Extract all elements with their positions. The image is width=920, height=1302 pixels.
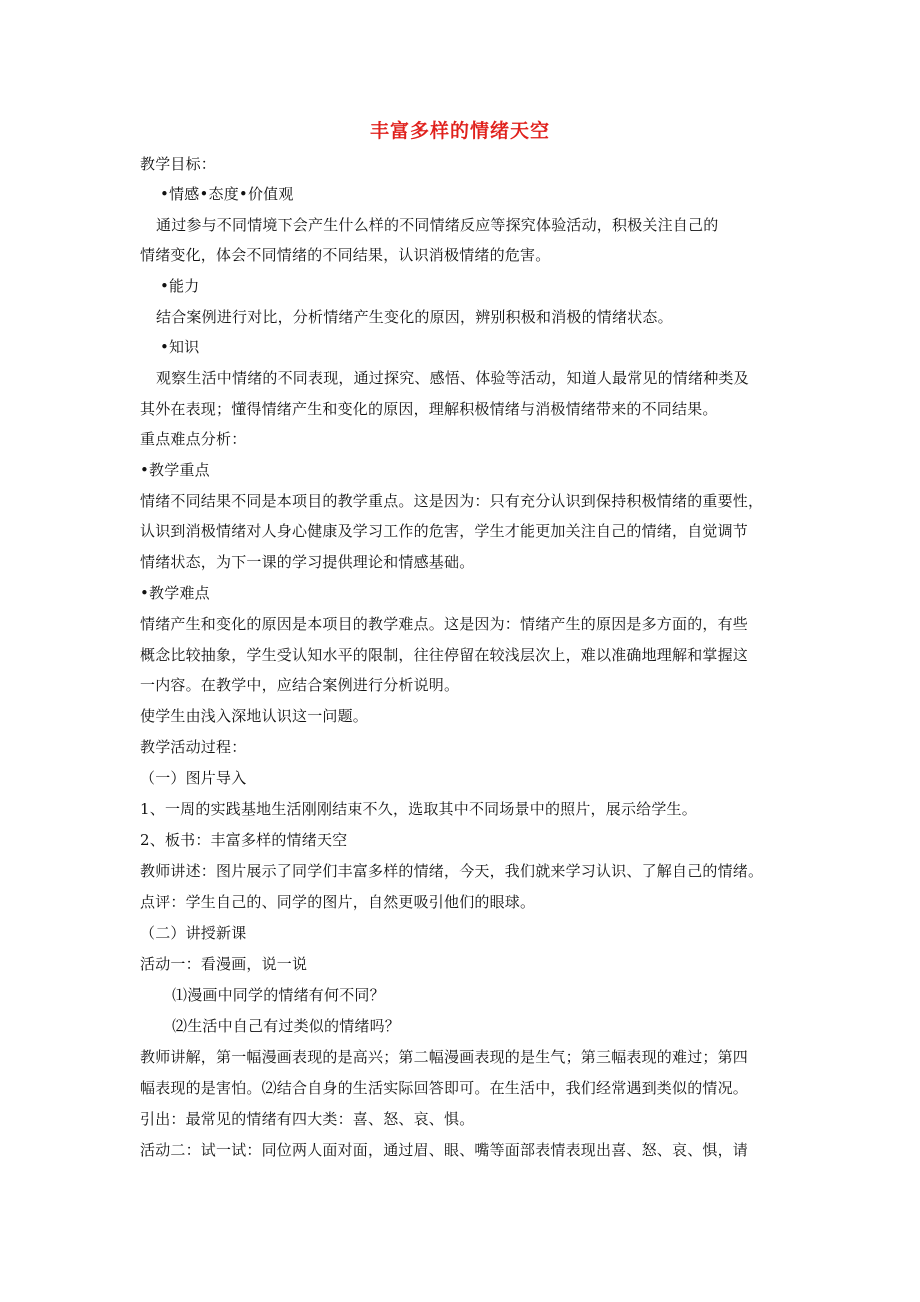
text-line: 活动二：试一试：同位两人面对面，通过眉、眼、嘴等面部表情表现出喜、怒、哀、惧，请 bbox=[140, 1141, 749, 1159]
text-line: 点评：学生自己的、同学的图片，自然更吸引他们的眼球。 bbox=[140, 893, 536, 911]
text-line: ⑴漫画中同学的情绪有何不同？ bbox=[172, 986, 385, 1004]
text-line: •能力 bbox=[160, 277, 200, 295]
text-line: 情绪变化，体会不同情绪的不同结果，认识消极情绪的危害。 bbox=[140, 246, 551, 264]
text-line: 重点难点分析： bbox=[140, 430, 247, 448]
text-line: •情感•态度•价值观 bbox=[160, 185, 294, 203]
text-line: 情绪产生和变化的原因是本项目的教学难点。这是因为：情绪产生的原因是多方面的，有些 bbox=[140, 615, 749, 633]
text-line: 教学目标： bbox=[140, 155, 217, 173]
text-line: （二）讲授新课 bbox=[140, 924, 247, 942]
text-line: 活动一：看漫画，说一说 bbox=[140, 955, 308, 973]
text-line: 引出：最常见的情绪有四大类：喜、怒、哀、惧。 bbox=[140, 1110, 475, 1128]
text-line: 概念比较抽象，学生受认知水平的限制，往往停留在较浅层次上，难以准确地理解和掌握这 bbox=[140, 646, 749, 664]
text-line: 通过参与不同情境下会产生什么样的不同情绪反应等探究体验活动，积极关注自己的 bbox=[156, 216, 719, 234]
text-line: （一）图片导入 bbox=[140, 769, 247, 787]
text-line: 使学生由浅入深地认识这一问题。 bbox=[140, 707, 369, 725]
text-line: 教师讲述：图片展示了同学们丰富多样的情绪，今天，我们就来学习认识、了解自己的情绪。 bbox=[140, 862, 764, 880]
text-line: 1、一周的实践基地生活刚刚结束不久，选取其中不同场景中的照片，展示给学生。 bbox=[140, 800, 697, 818]
text-line: 幅表现的是害怕。⑵结合自身的生活实际回答即可。在生活中，我们经常遇到类似的情况。 bbox=[140, 1079, 749, 1097]
text-line: 认识到消极情绪对人身心健康及学习工作的危害，学生才能更加关注自己的情绪，自觉调节 bbox=[140, 522, 749, 540]
text-line: 2、板书：丰富多样的情绪天空 bbox=[140, 831, 348, 849]
text-line: 情绪状态，为下一课的学习提供理论和情感基础。 bbox=[140, 553, 475, 571]
document-title: 丰富多样的情绪天空 bbox=[369, 120, 550, 142]
text-line: •教学难点 bbox=[140, 584, 210, 602]
text-line: 一内容。在教学中，应结合案例进行分析说明。 bbox=[140, 676, 460, 694]
text-line: ⑵生活中自己有过类似的情绪吗？ bbox=[172, 1017, 401, 1035]
text-line: •知识 bbox=[160, 338, 200, 356]
text-line: 结合案例进行对比，分析情绪产生变化的原因，辨别积极和消极的情绪状态。 bbox=[156, 308, 673, 326]
text-line: 教师讲解，第一幅漫画表现的是高兴；第二幅漫画表现的是生气；第三幅表现的难过；第四 bbox=[140, 1048, 749, 1066]
text-line: •教学重点 bbox=[140, 461, 210, 479]
text-line: 其外在表现；懂得情绪产生和变化的原因，理解积极情绪与消极情绪带来的不同结果。 bbox=[140, 400, 718, 418]
text-line: 教学活动过程： bbox=[140, 738, 247, 756]
text-line: 情绪不同结果不同是本项目的教学重点。这是因为：只有充分认识到保持积极情绪的重要性， bbox=[140, 492, 764, 510]
text-line: 观察生活中情绪的不同表现，通过探究、感悟、体验等活动，知道人最常见的情绪种类及 bbox=[156, 369, 749, 387]
